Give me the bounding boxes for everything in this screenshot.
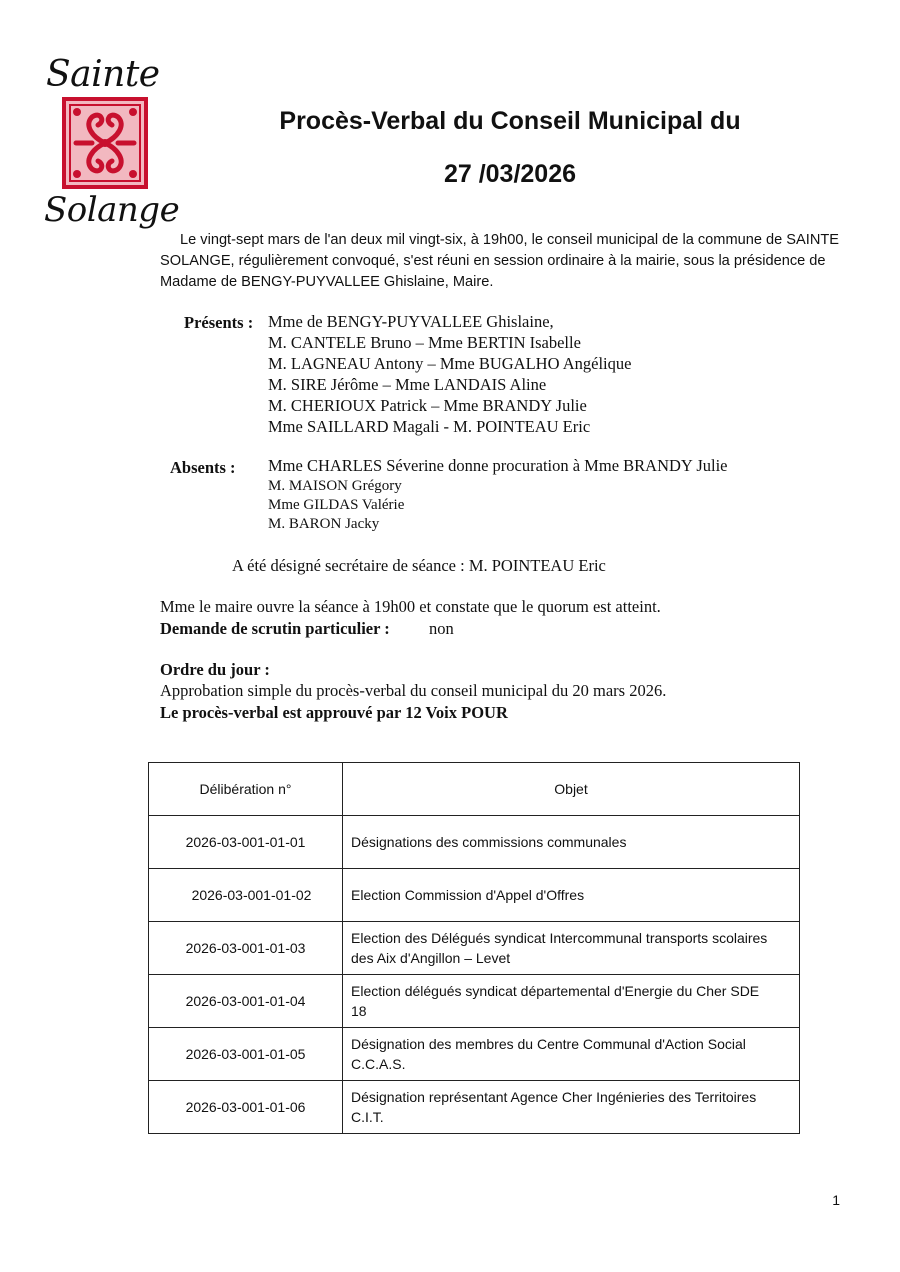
- intro-paragraph: [160, 230, 850, 293]
- ordre-line: Approbation simple du procès-verbal du conseil municipal du 20 mars 2026.: [160, 681, 667, 700]
- page-number: 1: [832, 1192, 840, 1208]
- opening-line: Mme le maire ouvre la séance à 19h00 et constate que le quorum est atteint.: [160, 597, 661, 616]
- deliberation-objet: Election délégués syndicat départemental d'Energie du Cher SDE 18: [343, 975, 800, 1028]
- deliberation-num: 2026-03-001-01-04: [149, 975, 343, 1028]
- intro-line: SOLANGE, régulièrement convoqué, s'est réuni en session ordinaire à la mairie, sous la présidence de: [160, 253, 826, 269]
- deliberation-num: 2026-03-001-01-02: [149, 869, 343, 922]
- scrutin-value: non: [429, 619, 454, 638]
- present-member: M. SIRE Jérôme – Mme LANDAIS Aline: [268, 375, 547, 394]
- absent-member: Mme CHARLES Séverine donne procuration à Mme BRANDY Julie: [268, 456, 728, 475]
- logo-bottom-text: Solange: [44, 190, 180, 230]
- table-header-row: [149, 763, 800, 816]
- deliberation-objet: Désignations des commissions communales: [343, 816, 800, 869]
- absent-member: M. MAISON Grégory: [268, 478, 402, 494]
- table-row: [149, 975, 800, 1028]
- logo-emblem-icon: [62, 97, 148, 189]
- intro-line: Le vingt-sept mars de l'an deux mil vingt-six, à 19h00, le conseil municipal de la commune de SAINTE: [180, 232, 840, 248]
- deliberations-table: [148, 762, 800, 1134]
- deliberation-objet: Election Commission d'Appel d'Offres: [343, 869, 800, 922]
- ordre-result: Le procès-verbal est approuvé par 12 Voix POUR: [160, 703, 508, 722]
- deliberation-num: 2026-03-001-01-05: [149, 1028, 343, 1081]
- scrutin-label: Demande de scrutin particulier :: [160, 619, 390, 638]
- secretary-line: A été désigné secrétaire de séance : M. POINTEAU Eric: [232, 556, 606, 575]
- logo-top-text: Sainte: [46, 54, 160, 95]
- deliberation-objet: Désignation représentant Agence Cher Ingénieries des Territoires C.I.T.: [343, 1081, 800, 1134]
- absents-label: Absents :: [170, 458, 236, 477]
- logo-emblem: [62, 97, 148, 189]
- header-num: Délibération n°: [149, 763, 343, 816]
- deliberation-objet: Election des Délégués syndicat Intercommunal transports scolaires des Aix d'Angillon – Levet: [343, 922, 800, 975]
- table-row: [149, 869, 800, 922]
- page-title-line2: 27 /03/2026: [443, 160, 577, 188]
- deliberation-num: 2026-03-001-01-03: [149, 922, 343, 975]
- table-row: [149, 1081, 800, 1134]
- present-member: Mme de BENGY-PUYVALLEE Ghislaine,: [268, 312, 554, 331]
- table-row: [149, 922, 800, 975]
- deliberation-num: 2026-03-001-01-01: [149, 816, 343, 869]
- present-member: M. CANTELE Bruno – Mme BERTIN Isabelle: [268, 333, 581, 352]
- present-member: Mme SAILLARD Magali - M. POINTEAU Eric: [268, 417, 591, 436]
- intro-line: Madame de BENGY-PUYVALLEE Ghislaine, Maire.: [160, 274, 494, 290]
- ordre-label: Ordre du jour :: [160, 660, 270, 679]
- table-row: [149, 1028, 800, 1081]
- present-member: M. CHERIOUX Patrick – Mme BRANDY Julie: [268, 396, 587, 415]
- absent-member: M. BARON Jacky: [268, 516, 380, 532]
- header-objet: Objet: [343, 763, 800, 816]
- presents-label: Présents :: [184, 313, 254, 332]
- absent-member: Mme GILDAS Valérie: [268, 497, 405, 513]
- deliberation-objet: Désignation des membres du Centre Communal d'Action Social C.C.A.S.: [343, 1028, 800, 1081]
- table-row: [149, 816, 800, 869]
- page-title-line1: Procès-Verbal du Conseil Municipal du: [279, 107, 741, 135]
- present-member: M. LAGNEAU Antony – Mme BUGALHO Angélique: [268, 354, 632, 373]
- deliberation-num: 2026-03-001-01-06: [149, 1081, 343, 1134]
